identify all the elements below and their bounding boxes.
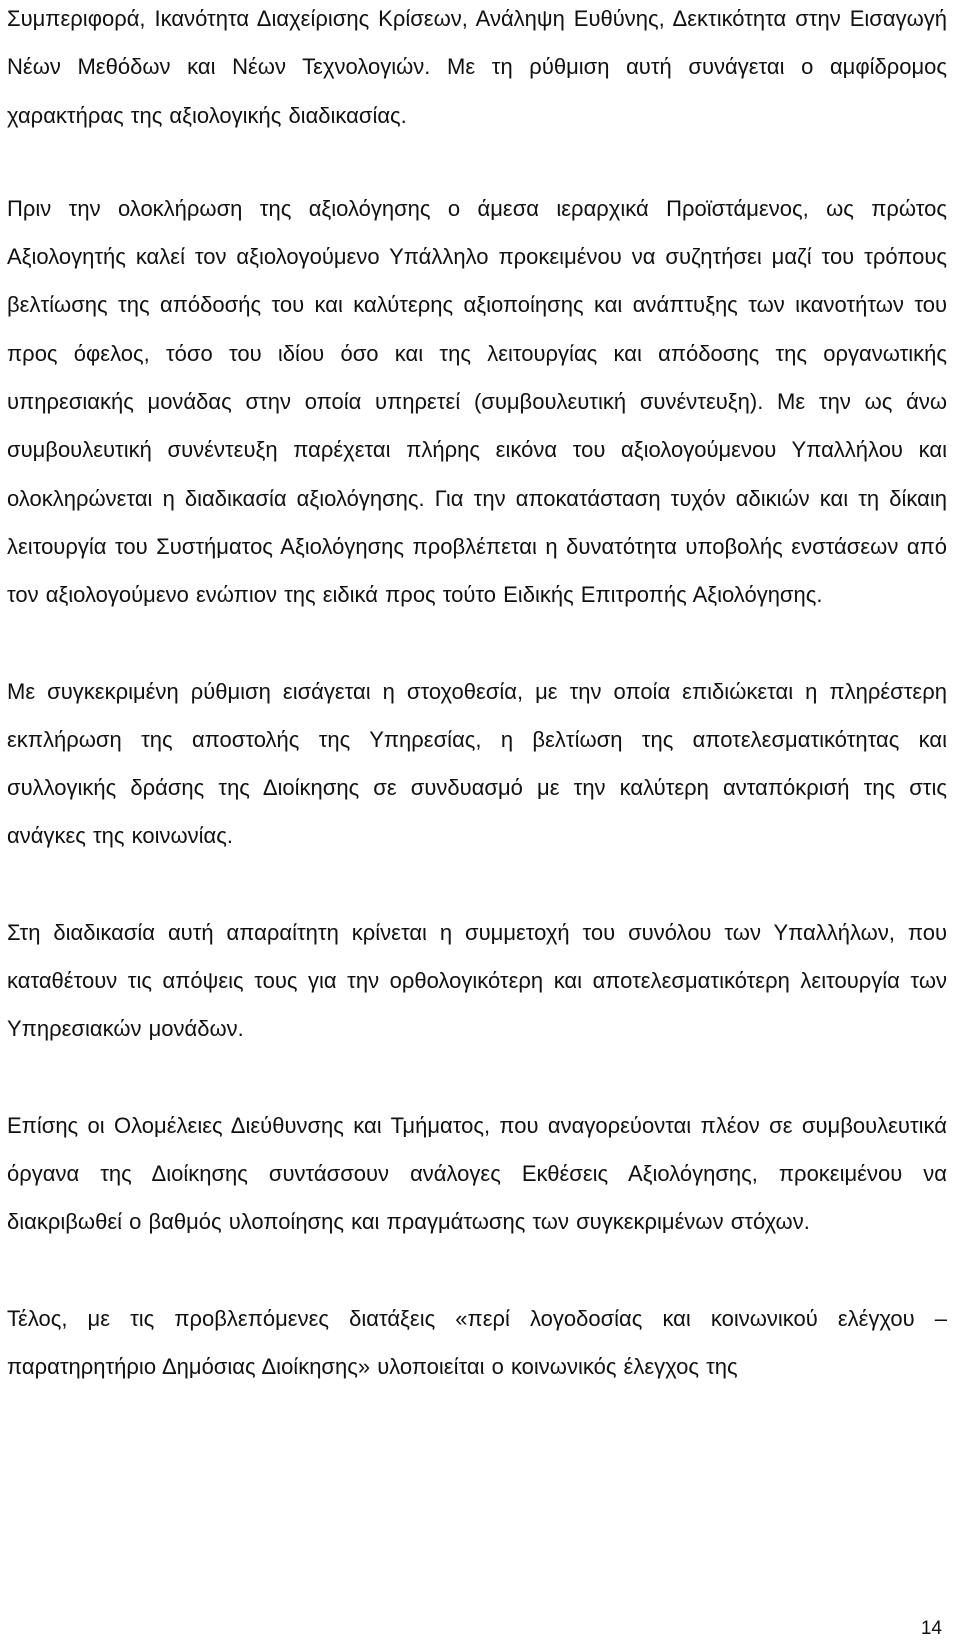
page-number: 14 — [920, 1618, 942, 1639]
paragraph-3: Με συγκεκριμένη ρύθμιση εισάγεται η στοχοθεσία, με την οποία επιδιώκεται η πληρέστερη εκπλήρωση της αποστολής της Υπηρεσίας, η βελτίωση της αποτελεσματικότητας και συλλογικής δράσης της Διοίκησης σε συνδυασμό με την καλύτερη ανταπόκρισή της στις ανάγκες της κοινωνίας. — [7, 678, 947, 849]
paragraph-2: Πριν την ολοκλήρωση της αξιολόγησης ο άμεσα ιεραρχικά Προϊστάμενος, ως πρώτος Αξιολογητής καλεί τον αξιολογούμενο Υπάλληλο προκειμένου να συζητήσει μαζί του τρόπους βελτίωσης της απόδοσής του και καλύτερης αξιοποίησης και ανάπτυξης των ικανοτήτων του προς όφελος, τόσο του ιδίου όσο και της λειτουργίας και απόδοσης της οργανωτικής υπηρεσιακής μονάδας στην οποία υπηρετεί (συμβουλευτική συνέντευξη). Με την ως άνω συμβουλευτική συνέντευξη παρέχεται πλήρης εικόνα του αξιολογούμενου Υπαλλήλου και ολοκληρώνεται η διαδικασία αξιολόγησης. Για την αποκατάσταση τυχόν αδικιών και τη δίκαιη λειτουργία του Συστήματος Αξιολόγησης προβλέπεται η δυνατότητα υποβολής ενστάσεων από τον αξιολογούμενο ενώπιον της ειδικά προς τούτο Ειδικής Επιτροπής Αξιολόγησης. — [7, 195, 947, 608]
paragraph-6: Τέλος, με τις προβλεπόμενες διατάξεις «περί λογοδοσίας και κοινωνικού ελέγχου – παρατηρητήριο Δημόσιας Διοίκησης» υλοποιείται ο κοινωνικός έλεγχος της — [7, 1305, 947, 1379]
paragraph-4: Στη διαδικασία αυτή απαραίτητη κρίνεται η συμμετοχή του συνόλου των Υπαλλήλων, που καταθέτουν τις απόψεις τους για την ορθολογικότερη και αποτελεσματικότερη λειτουργία των Υπηρεσιακών μονάδων. — [7, 919, 947, 1042]
paragraph-1: Συμπεριφορά, Ικανότητα Διαχείρισης Κρίσεων, Ανάληψη Ευθύνης, Δεκτικότητα στην Εισαγωγή Νέων Μεθόδων και Νέων Τεχνολογιών. Με τη ρύθμιση αυτή συνάγεται ο αμφίδρομος χαρακτήρας της αξιολογικής διαδικασίας. — [7, 6, 947, 128]
paragraph-5: Επίσης οι Ολομέλειες Διεύθυνσης και Τμήματος, που αναγορεύονται πλέον σε συμβουλευτικά όργανα της Διοίκησης συντάσσουν ανάλογες Εκθέσεις Αξιολόγησης, προκειμένου να διακριβωθεί ο βαθμός υλοποίησης και πραγμάτωσης των συγκεκριμένων στόχων. — [7, 1112, 947, 1235]
